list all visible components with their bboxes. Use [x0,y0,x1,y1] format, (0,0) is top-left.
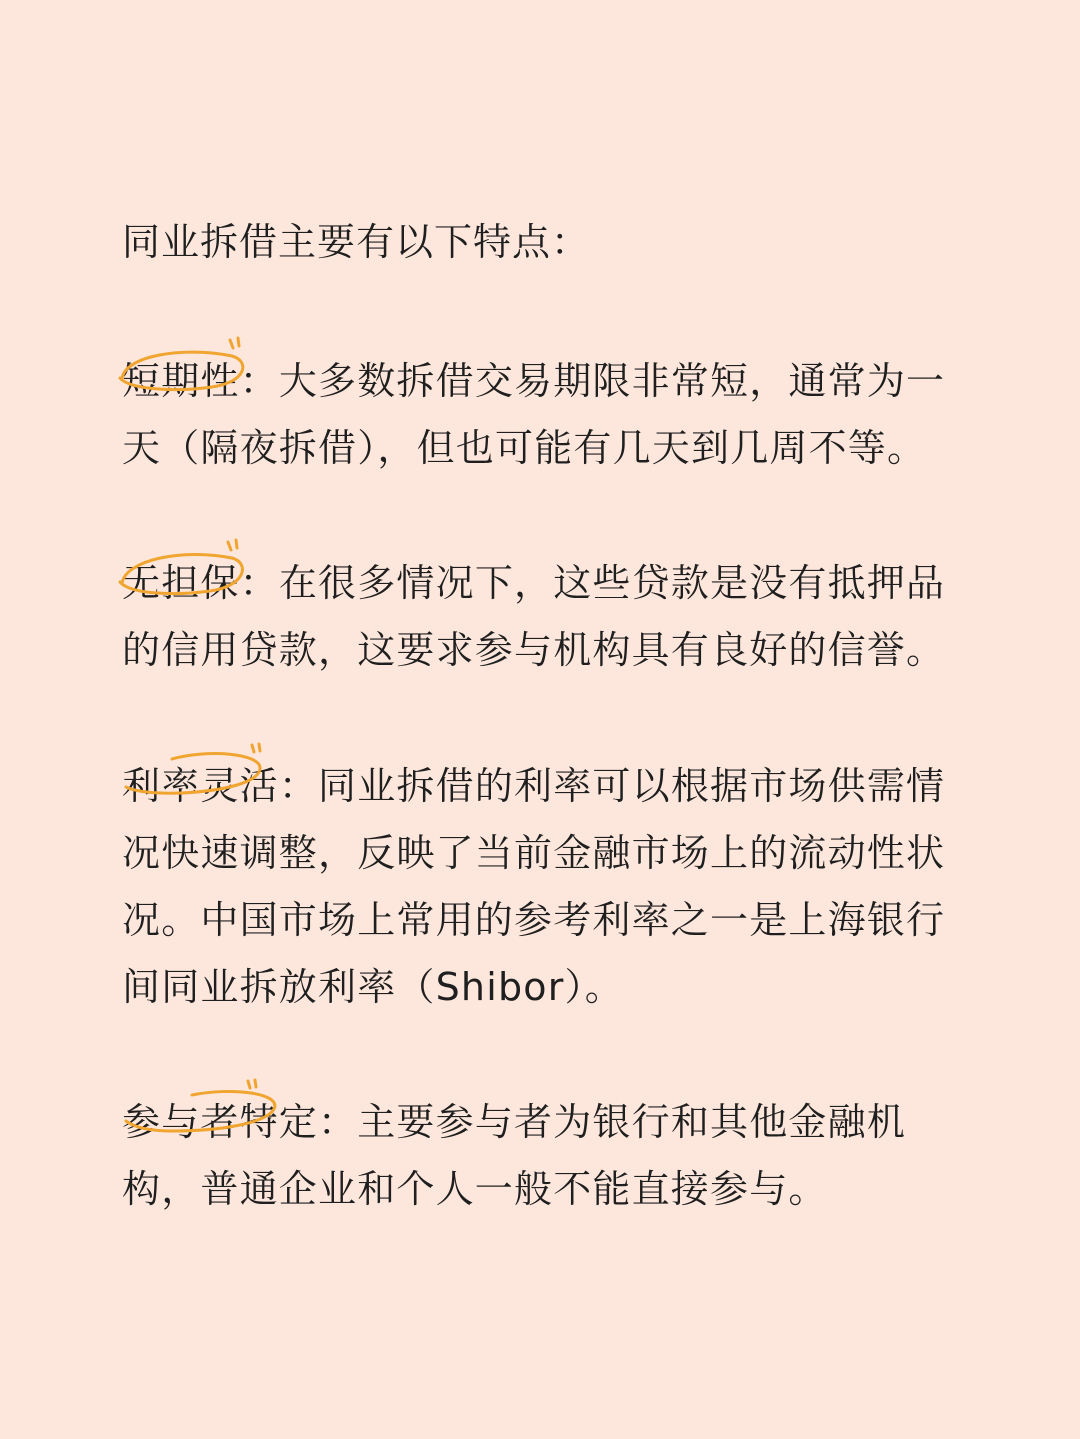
feature-short-term [122,348,967,482]
feature-specific-participants [122,1089,967,1223]
feature-term-text: 无担保 [122,561,240,605]
feature-description: 大多数拆借交易期限非常短，通常为一天（隔夜拆借），但也可能有几天到几周不等。 [122,359,946,470]
feature-term [122,348,240,415]
feature-term [122,1089,318,1156]
feature-flexible-rate [122,753,967,1021]
feature-unsecured [122,550,967,684]
feature-term-text: 利率灵活 [122,764,279,808]
feature-separator: ： [239,561,279,605]
feature-separator: ： [239,359,279,403]
feature-description: 主要参与者为银行和其他金融机构，普通企业和个人一般不能直接参与。 [122,1100,907,1211]
feature-term [122,550,240,617]
feature-term-text: 参与者特定 [122,1100,319,1144]
feature-separator: ： [318,1100,358,1144]
feature-separator: ： [278,764,319,808]
feature-description: 在很多情况下，这些贷款是没有抵押品的信用贷款，这要求参与机构具有良好的信誉。 [122,561,946,672]
feature-term [122,753,279,820]
feature-description: 同业拆借的利率可以根据市场供需情况快速调整，反映了当前金融市场上的流动性状况。中国市场上常用的参考利率之一是上海银行间同业拆放利率（Shibor）。 [122,764,946,1009]
intro-heading: 同业拆借主要有以下特点： [122,220,591,264]
feature-term-text: 短期性 [122,359,240,403]
